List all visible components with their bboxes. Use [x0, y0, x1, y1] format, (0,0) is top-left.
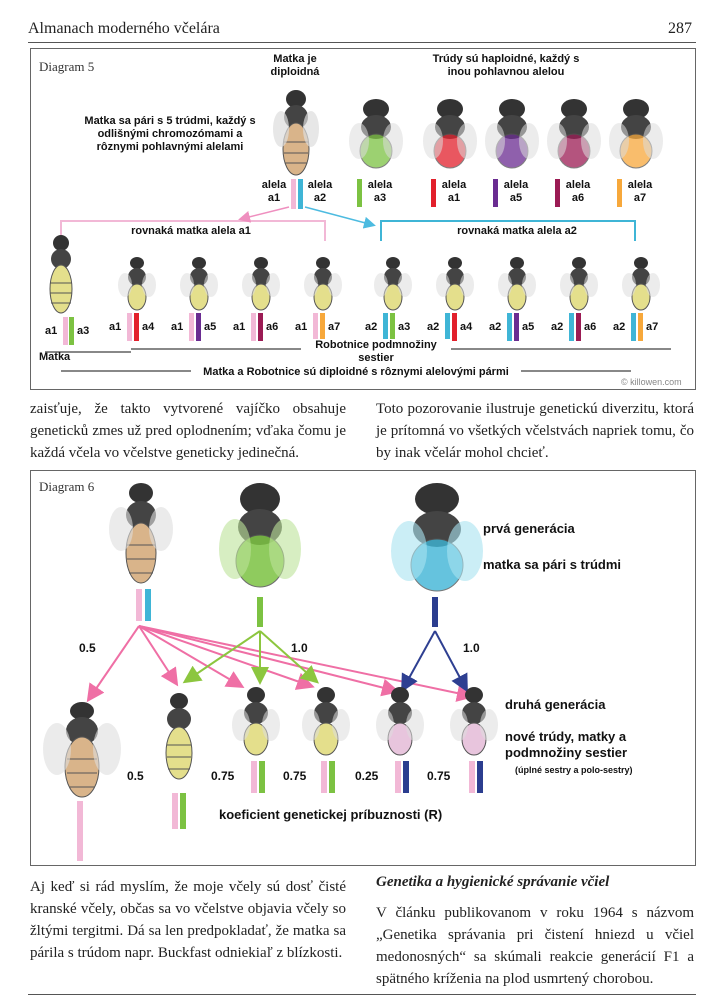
- worker-bee-icon: [373, 255, 413, 311]
- allele-word: alela: [307, 179, 333, 191]
- worker-bee-icon: [621, 255, 661, 311]
- worker-allele-bar: [514, 313, 519, 341]
- drones-haploid-caption: Trúdy sú haploidné, každý s inou pohlavnou alelou: [432, 53, 580, 78]
- allele-code: a2: [313, 192, 327, 204]
- coef-label: koeficient genetickej príbuznosti (R): [219, 807, 443, 822]
- running-header: Almanach moderného včelára: [28, 20, 220, 37]
- worker-allele-left: a2: [613, 321, 626, 333]
- worker-bee-icon: [435, 255, 475, 311]
- r-value: 0.75: [211, 769, 235, 783]
- worker-allele-bar: [576, 313, 581, 341]
- drone-allele-label: [623, 179, 657, 205]
- allele-word: alela: [441, 179, 467, 191]
- worker-allele-bar: [320, 313, 325, 341]
- allele-bar-right: [69, 317, 74, 345]
- gen2-worker-yellow-icon: [149, 691, 209, 787]
- gen1-drone-green-icon: [215, 479, 305, 591]
- drone-allele-bar: [555, 179, 560, 207]
- allele-word: alela: [503, 179, 529, 191]
- worker-allele-right: a6: [266, 321, 279, 333]
- worker-bee-icon: [179, 255, 219, 311]
- worker-allele-bar: [445, 313, 450, 341]
- coef-queen: 0.5: [79, 641, 96, 655]
- gen2-queen-icon: [37, 701, 127, 801]
- drone-allele-label: [499, 179, 533, 205]
- diagram-5-label: Diagram 5: [39, 59, 95, 74]
- body-text-mid-left: zaisťuje, že takto vytvorené vajíčko obsahuje geneticků zmes už pred oplodnením; vďaka čomu je každá včela vo včelstve geneticky jedinečná.: [30, 401, 346, 461]
- gen2-worker-icon: [231, 685, 281, 757]
- worker-allele-bar: [569, 313, 574, 341]
- r-value: 0.75: [427, 769, 451, 783]
- worker-allele-bar: [251, 313, 256, 341]
- workers-caption: Robotnice podmnožiny sestier: [301, 339, 451, 365]
- first-gen-caption: prvá generácia: [483, 521, 575, 536]
- drone-bee-icon: [347, 97, 405, 171]
- arrow-a2: [305, 207, 373, 225]
- worker-allele-right: a5: [522, 321, 535, 333]
- worker-allele-left: a1: [109, 321, 122, 333]
- daughter-queen-icon: [39, 233, 83, 317]
- body-text-bottom-left: Aj keď si rád myslím, že moje včely sú dosť čisté kranské včely, občas sa vo včelstve objavia včely so žltými tergitmi. Dá sa len predpokladať, že matka sa párila s trúdom napr. Buckfast odniekiaľ z blízkosti.: [30, 879, 346, 961]
- allele-bar-left: [63, 317, 68, 345]
- diagram-6-label: Diagram 6: [39, 479, 95, 494]
- coef-green: 1.0: [291, 641, 308, 655]
- worker-allele-right: a4: [460, 321, 473, 333]
- diagram-5: [30, 48, 696, 390]
- worker-allele-bar: [390, 313, 395, 341]
- queen-mates-drones-caption: matka sa pári s trúdmi: [483, 557, 621, 572]
- worker-allele-bar: [258, 313, 263, 341]
- gen2-worker-icon: [301, 685, 351, 757]
- full-half-caption: (úplné sestry a polo-sestry): [515, 765, 633, 775]
- worker-allele-bar: [638, 313, 643, 341]
- drone-bee-icon: [421, 97, 479, 171]
- worker-bee-icon: [303, 255, 343, 311]
- allele-code: a5: [509, 192, 523, 204]
- new-drones-caption: nové trúdy, matky a podmnožiny sestier: [505, 729, 628, 760]
- worker-allele-bar: [313, 313, 318, 341]
- footer-rule: [28, 994, 696, 995]
- allele-word: alela: [261, 179, 287, 191]
- worker-allele-bar: [196, 313, 201, 341]
- worker-allele-left: a2: [551, 321, 564, 333]
- worker-allele-left: a2: [365, 321, 378, 333]
- worker-allele-left: a2: [427, 321, 440, 333]
- allele-bar-a1: [291, 179, 296, 209]
- diagram-5-footer: Matka a Robotnice sú diploidné s rôznymi alelovými pármi: [191, 366, 521, 379]
- same-a1-caption: rovnaká matka alela a1: [131, 225, 251, 237]
- body-text-bottom-right: V článku publikovanom v roku 1964 s názvom „Genetika správania pri čistení hniezd u včiel medonosných“ sa skúmali reakcie generácií F1 a spätného kríženia na plod usmrtený chorobou.: [376, 905, 694, 987]
- drone-bee-icon: [483, 97, 541, 171]
- worker-allele-right: a6: [584, 321, 597, 333]
- coef-navy: 1.0: [463, 641, 480, 655]
- queen-mates-caption: Matka sa pári s 5 trúdmi, každý s odlišnými chromozómami a rôznymi pohlavnými alelami: [84, 115, 256, 153]
- allele-code: a1: [267, 192, 281, 204]
- worker-allele-left: a1: [171, 321, 184, 333]
- drone-allele-label: [363, 179, 397, 205]
- header-rule: [28, 42, 696, 43]
- worker-allele-left: a1: [233, 321, 246, 333]
- worker-allele-bar: [383, 313, 388, 341]
- drone-allele-bar: [493, 179, 498, 207]
- worker-allele-right: a3: [398, 321, 411, 333]
- allele-bar-a2: [298, 179, 303, 209]
- allele-left: a1: [45, 325, 58, 337]
- drone-allele-bar: [617, 179, 622, 207]
- worker-bee-icon: [497, 255, 537, 311]
- worker-allele-bar: [134, 313, 139, 341]
- r-value: 0.75: [283, 769, 307, 783]
- queen-allele-pair: [259, 179, 333, 209]
- allele-code: a3: [373, 192, 387, 204]
- worker-allele-bar: [507, 313, 512, 341]
- worker-allele-left: a2: [489, 321, 502, 333]
- same-a2-caption: rovnaká matka alela a2: [457, 225, 577, 237]
- worker-allele-left: a1: [295, 321, 308, 333]
- credit: © killowen.com: [621, 377, 682, 387]
- daughter-queen-alleles: [41, 317, 101, 347]
- queen-diploid-caption: Matka je diploidná: [270, 53, 320, 78]
- worker-allele-bar: [127, 313, 132, 341]
- drone-bee-icon: [545, 97, 603, 171]
- drone-allele-bar: [357, 179, 362, 207]
- allele-code: a1: [447, 192, 461, 204]
- queen-bee-icon: [271, 87, 321, 179]
- gen2-worker-icon: [449, 685, 499, 757]
- worker-allele-bar: [452, 313, 457, 341]
- gen1-drone-cyan-icon: [387, 479, 487, 595]
- allele-right: a3: [77, 325, 90, 337]
- daughter-queen-label: Matka: [39, 351, 71, 363]
- allele-word: alela: [565, 179, 591, 191]
- drone-allele-label: [437, 179, 471, 205]
- worker-allele-right: a7: [328, 321, 341, 333]
- worker-allele-bar: [631, 313, 636, 341]
- allele-code: a7: [633, 192, 647, 204]
- drone-bee-icon: [607, 97, 665, 171]
- worker-allele-right: a7: [646, 321, 659, 333]
- worker-allele-bar: [189, 313, 194, 341]
- section-heading: Genetika a hygienické správanie včiel: [376, 874, 610, 890]
- worker-bee-icon: [117, 255, 157, 311]
- drone-allele-bar: [431, 179, 436, 207]
- worker-bee-icon: [241, 255, 281, 311]
- drone-allele-label: [561, 179, 595, 205]
- body-text-mid-right: Toto pozorovanie ilustruje genetickú diverzitu, ktorá je prítomná vo všetkých včelstvách napriek tomu, čo by inak včelár mohol chcieť.: [376, 401, 694, 461]
- worker-allele-right: a5: [204, 321, 217, 333]
- worker-allele-right: a4: [142, 321, 155, 333]
- gen1-queen-icon: [103, 479, 179, 587]
- allele-word: alela: [627, 179, 653, 191]
- allele-code: a6: [571, 192, 585, 204]
- diagram-6: [30, 470, 696, 866]
- allele-word: alela: [367, 179, 393, 191]
- gen2-worker-icon: [375, 685, 425, 757]
- worker-bee-icon: [559, 255, 599, 311]
- second-gen-caption: druhá generácia: [505, 697, 606, 712]
- page-number: 287: [668, 20, 692, 37]
- r-value: 0.5: [127, 769, 144, 783]
- r-value: 0.25: [355, 769, 379, 783]
